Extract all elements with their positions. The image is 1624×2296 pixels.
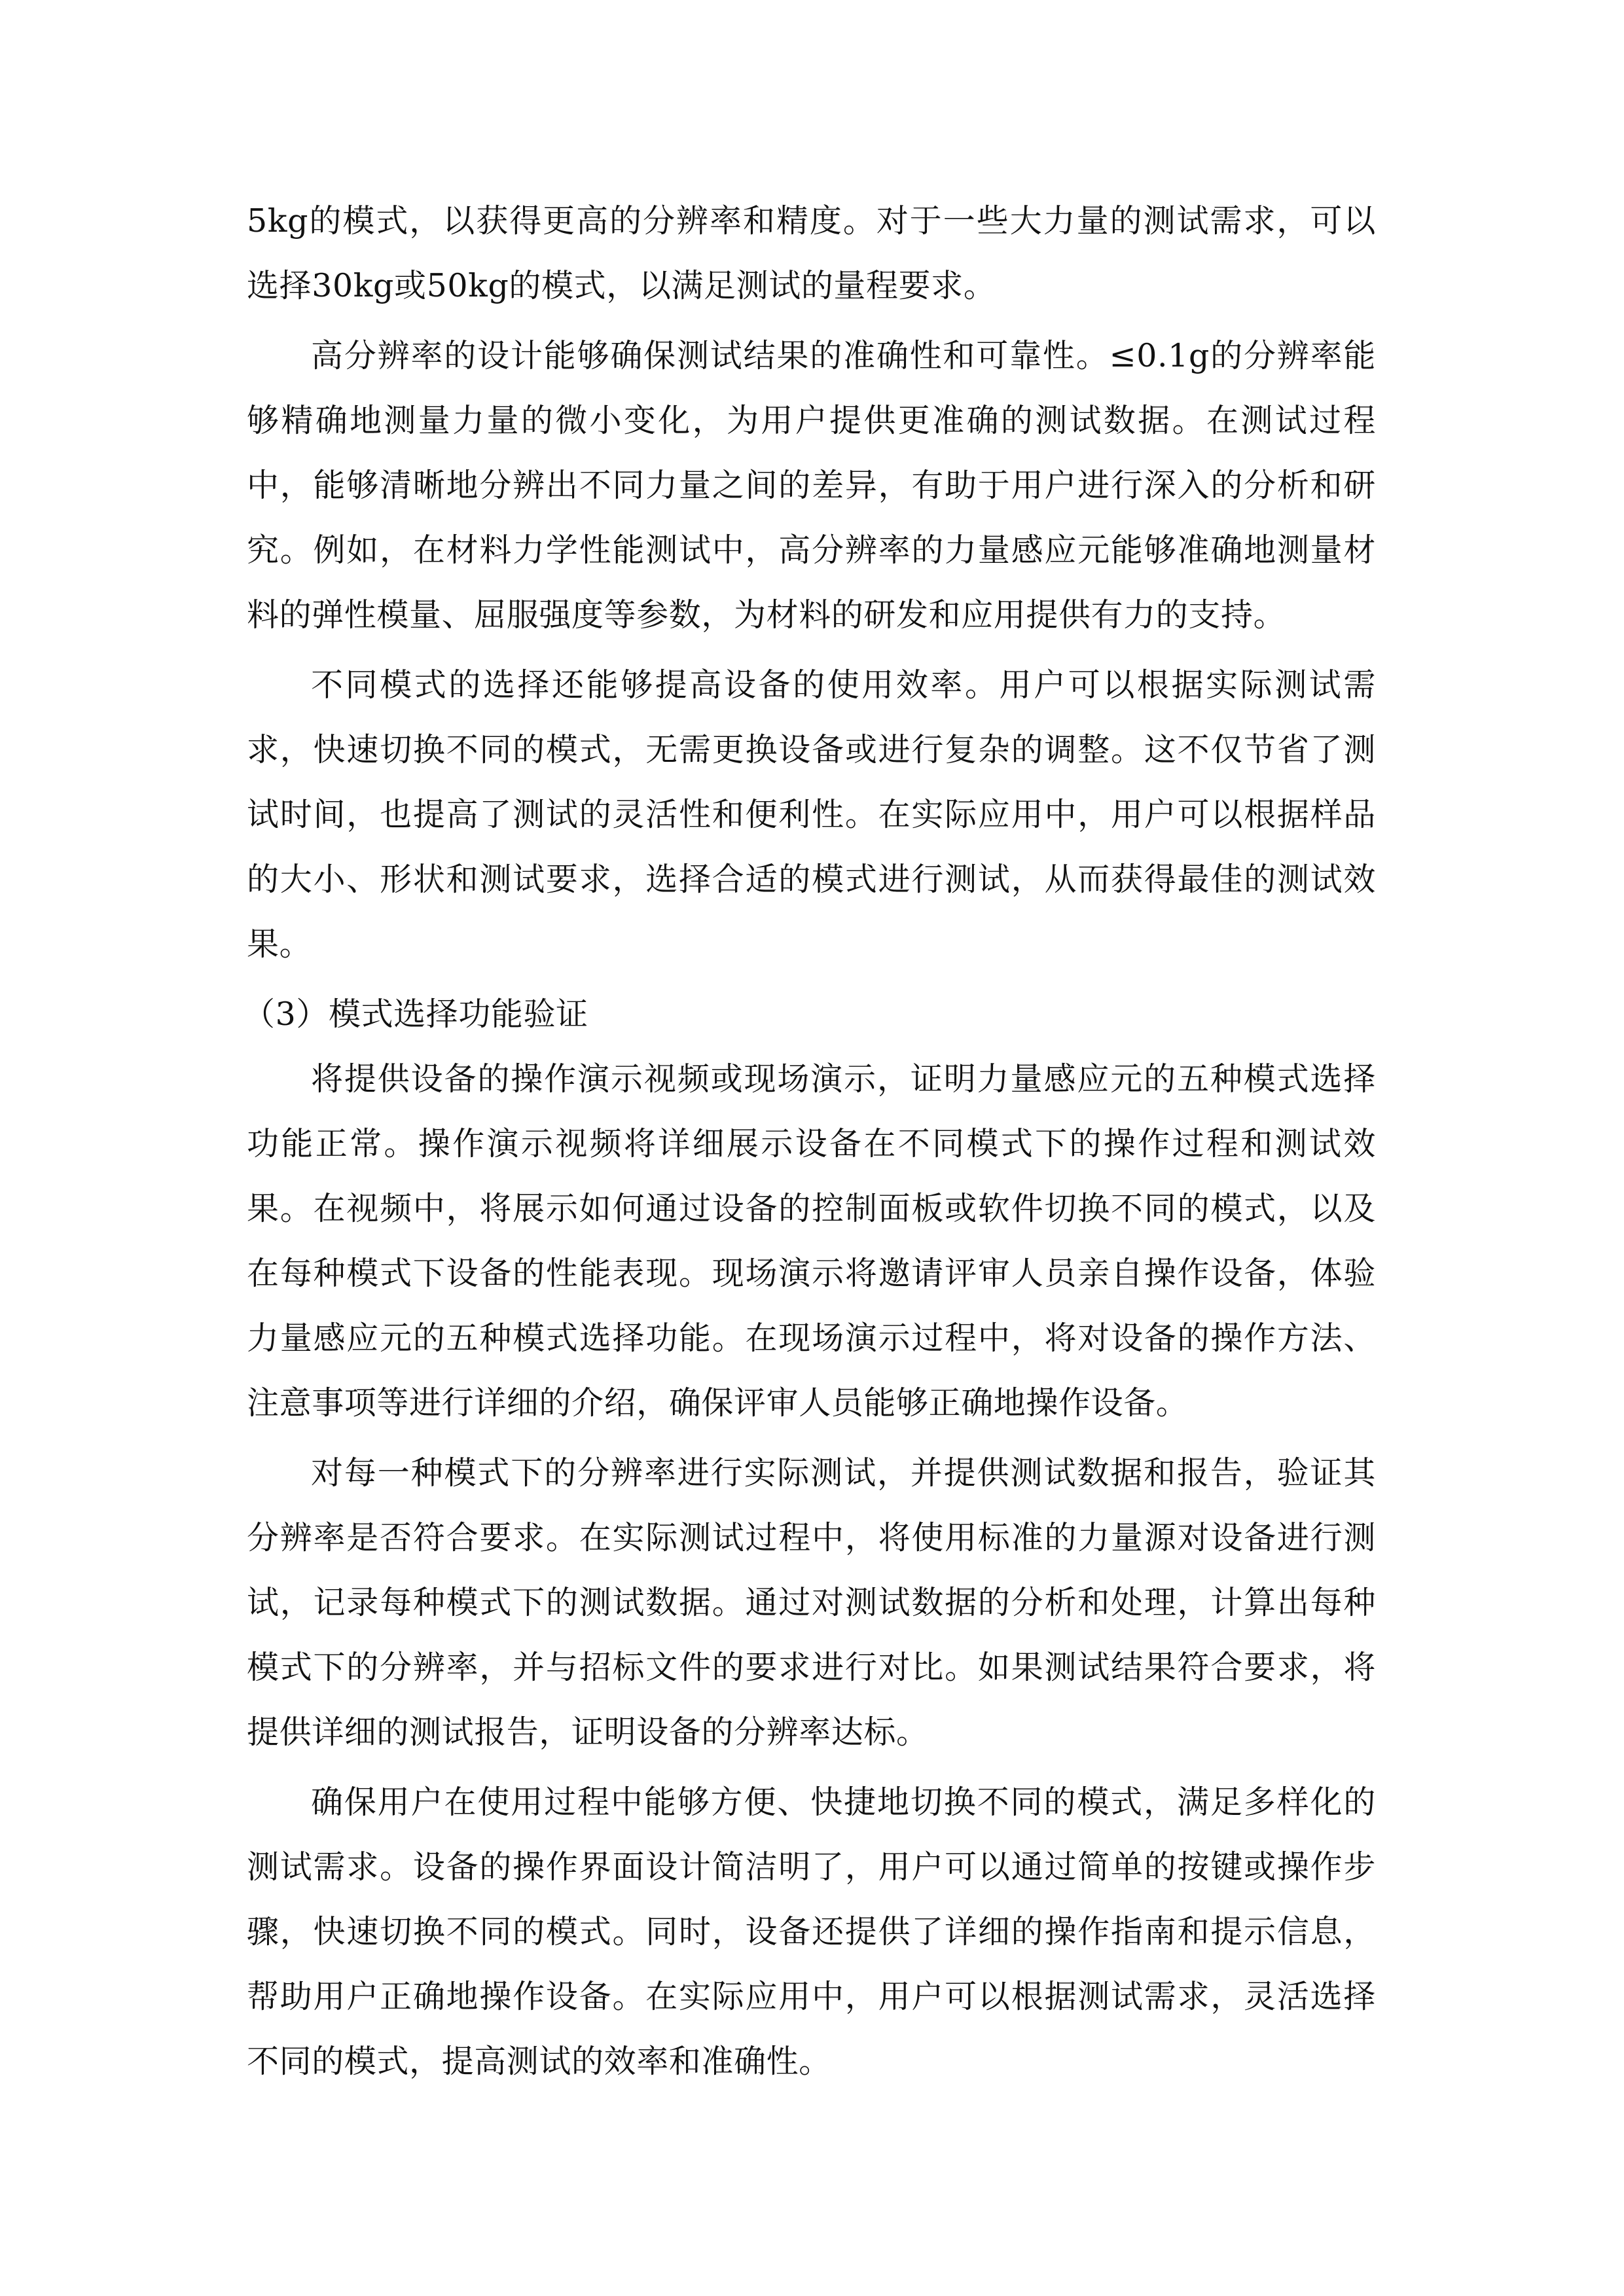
document-body: [243, 188, 1376, 2094]
paragraph-demo-video: 将提供设备的操作演示视频或现场演示，证明力量感应元的五种模式选择功能正常。操作演示视频将详细展示设备在不同模式下的操作过程和测试效果。在视频中，将展示如何通过设备的控制面板或软件切换不同的模式，以及在每种模式下设备的性能表现。现场演示将邀请评审人员亲自操作设备，体验力量感应元的五种模式选择功能。在现场演示过程中，将对设备的操作方法、注意事项等进行详细的介绍，确保评审人员能够正确地操作设备。: [247, 1060, 1376, 1422]
paragraph-resolution-test: 对每一种模式下的分辨率进行实际测试，并提供测试数据和报告，验证其分辨率是否符合要求。在实际测试过程中，将使用标准的力量源对设备进行测试，记录每种模式下的测试数据。通过对测试数据的分析和处理，计算出每种模式下的分辨率，并与招标文件的要求进行对比。如果测试结果符合要求，将提供详细的测试报告，证明设备的分辨率达标。: [247, 1454, 1376, 1751]
paragraph-mode-efficiency: 不同模式的选择还能够提高设备的使用效率。用户可以根据实际测试需求，快速切换不同的模式，无需更换设备或进行复杂的调整。这不仅节省了测试时间，也提高了测试的灵活性和便利性。在实际应用中，用户可以根据样品的大小、形状和测试要求，选择合适的模式进行测试，从而获得最佳的测试效果。: [247, 666, 1376, 963]
section-heading: （3）模式选择功能验证: [243, 996, 588, 1033]
paragraph-user-switching: 确保用户在使用过程中能够方便、快捷地切换不同的模式，满足多样化的测试需求。设备的操作界面设计简洁明了，用户可以通过简单的按键或操作步骤，快速切换不同的模式。同时，设备还提供了详细的操作指南和提示信息，帮助用户正确地操作设备。在实际应用中，用户可以根据测试需求，灵活选择不同的模式，提高测试的效率和准确性。: [247, 1784, 1376, 2080]
paragraph-continuation: 5kg的模式，以获得更高的分辨率和精度。对于一些大力量的测试需求，可以选择30kg或50kg的模式，以满足测试的量程要求。: [247, 202, 1376, 304]
paragraph-high-resolution: 高分辨率的设计能够确保测试结果的准确性和可靠性。≤0.1g的分辨率能够精确地测量力量的微小变化，为用户提供更准确的测试数据。在测试过程中，能够清晰地分辨出不同力量之间的差异，有助于用户进行深入的分析和研究。例如，在材料力学性能测试中，高分辨率的力量感应元能够准确地测量材料的弹性模量、屈服强度等参数，为材料的研发和应用提供有力的支持。: [247, 337, 1376, 634]
